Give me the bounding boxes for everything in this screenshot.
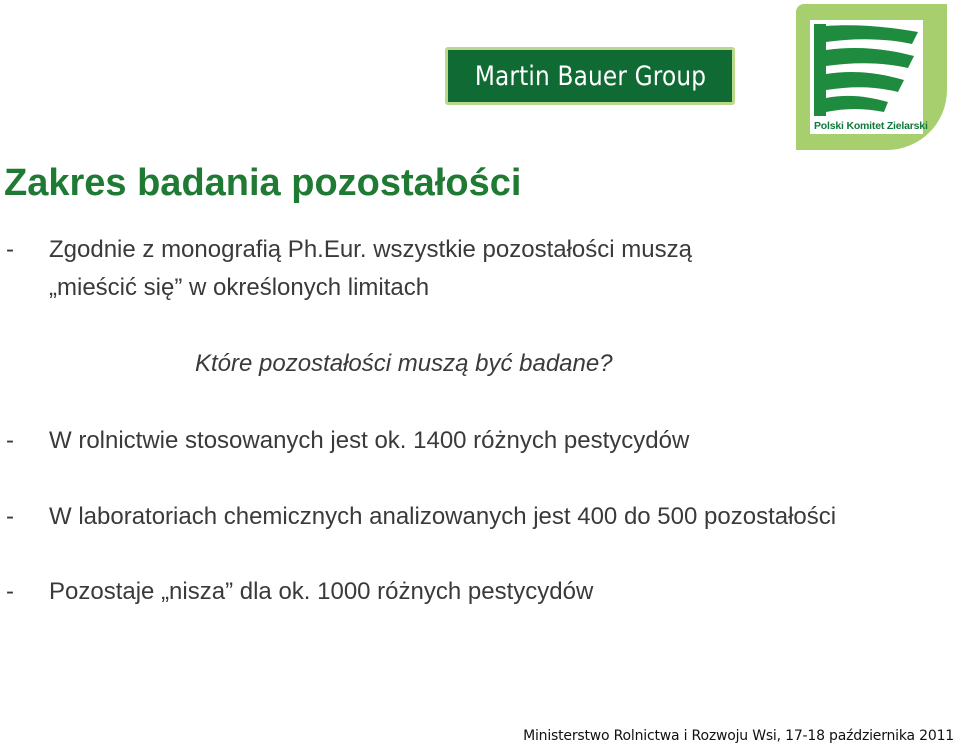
polski-komitet-zielarski-logo	[796, 4, 947, 150]
slide-title: Zakres badania pozostałości	[4, 162, 522, 204]
bullet-1-text: Zgodnie z monografią Ph.Eur. wszystkie pozostałości muszą	[49, 236, 692, 263]
bullet-4-text: Pozostaje „nisza” dla ok. 1000 różnych pestycydów	[49, 578, 594, 605]
pkz-leaf-mark-icon	[814, 24, 920, 116]
bullet-3-text: W laboratoriach chemicznych analizowanych jest 400 do 500 pozostałości	[49, 503, 837, 530]
martin-bauer-group-logo	[445, 47, 735, 105]
pkz-logo-text: Polski Komitet Zielarski	[814, 120, 928, 132]
question-text: Które pozostałości muszą być badane?	[195, 350, 613, 377]
bullet-dash: -	[6, 427, 14, 454]
bullet-4	[6, 578, 593, 606]
footer-text: Ministerstwo Rolnictwa i Rozwoju Wsi, 17-18 października 2011	[523, 728, 954, 744]
bullet-dash: -	[6, 578, 14, 605]
bullet-2	[6, 427, 689, 455]
pkz-logo-panel	[810, 20, 928, 134]
bullet-1-line-1	[6, 236, 692, 264]
bullet-dash: -	[6, 236, 14, 263]
bullet-dash: -	[6, 503, 14, 530]
bullet-2-text: W rolnictwie stosowanych jest ok. 1400 różnych pestycydów	[49, 427, 690, 454]
bullet-3	[6, 503, 836, 531]
martin-bauer-group-logo-text: Martin Bauer Group	[474, 60, 706, 92]
bullet-1-line-2: „mieścić się” w określonych limitach	[49, 274, 430, 301]
